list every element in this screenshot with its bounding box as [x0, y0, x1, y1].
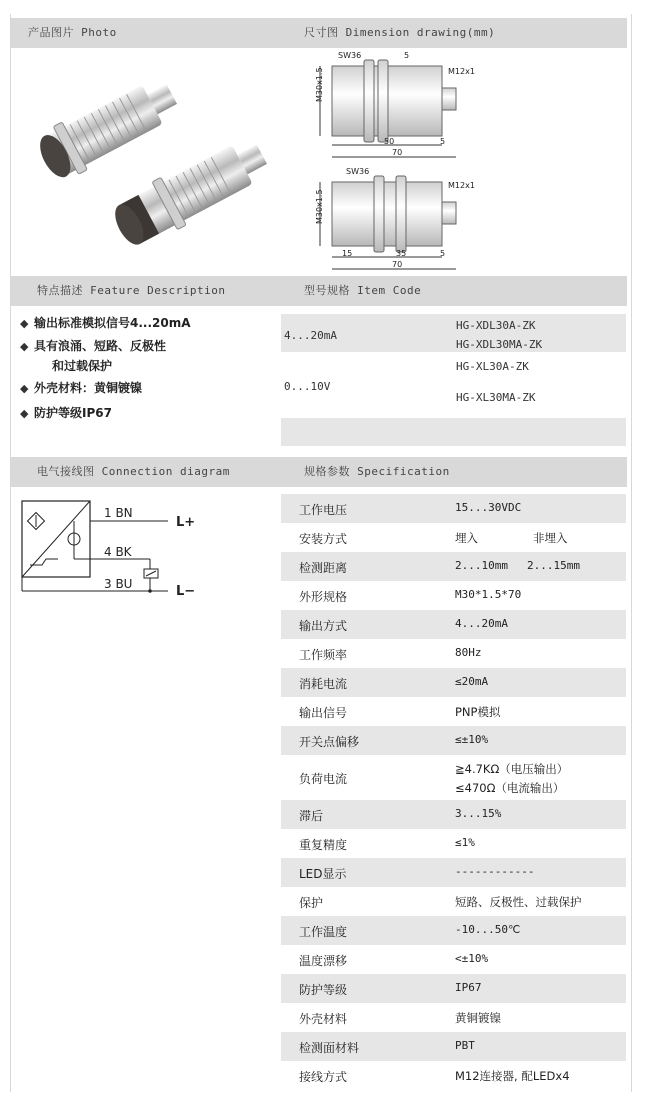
d1-d5b: 5	[440, 137, 446, 146]
spec-value-2: 非埋入	[533, 531, 568, 545]
spec-value: -10...50℃	[455, 923, 521, 936]
spec-value: ------------	[455, 865, 535, 878]
spec-label: 外壳材料	[299, 1012, 348, 1026]
spec-label: 温度漂移	[299, 954, 348, 968]
spec-label: 外形规格	[299, 590, 348, 604]
item-code-header: 型号规格 Item Code	[304, 284, 422, 297]
item-code-2a: HG-XL30A-ZK	[456, 360, 529, 373]
spec-row	[281, 755, 626, 800]
d1-sw: SW36	[338, 51, 362, 60]
d2-d5: 5	[440, 249, 446, 258]
spec-label: LED显示	[299, 867, 347, 881]
header-bar-feature	[11, 276, 627, 306]
spec-row	[281, 829, 626, 858]
dimension-drawings	[300, 50, 480, 275]
spec-label: 输出信号	[299, 706, 348, 720]
spec-value: ≤1%	[455, 836, 475, 849]
sensor-2	[107, 130, 275, 253]
spec-row	[281, 887, 626, 916]
spec-row	[281, 916, 626, 945]
item-output-1: 4...20mA	[284, 329, 337, 342]
spec-value-2: ≤470Ω（电流输出）	[455, 781, 565, 795]
spec-value: PNP模拟	[455, 705, 501, 719]
dimension-header: 尺寸图 Dimension drawing(mm)	[304, 26, 496, 39]
header-bar-photo	[11, 18, 627, 48]
spec-value: 15...30VDC	[455, 501, 522, 514]
spec-value: PBT	[455, 1039, 475, 1052]
spec-value: M12连接器, 配LEDx4	[455, 1069, 570, 1083]
spec-value: 2...10mm	[455, 559, 508, 572]
spec-row	[281, 945, 626, 974]
wiring-diagram	[20, 495, 220, 605]
terminal-minus: L−	[176, 584, 196, 599]
spec-row	[281, 1061, 626, 1090]
photo-header: 产品图片 Photo	[28, 26, 117, 39]
spec-value: ≤20mA	[455, 675, 489, 688]
d2-d35: 35	[396, 249, 407, 258]
spec-value: M30*1.5*70	[455, 588, 522, 601]
feature-item-cont: 和过载保护	[52, 359, 113, 373]
sensor-1	[32, 70, 184, 185]
spec-label: 负荷电流	[299, 772, 348, 786]
d2-d70: 70	[392, 260, 403, 269]
spec-value: IP67	[455, 981, 482, 994]
feature-item: ◆ 外壳材料：黄铜镀镍	[20, 381, 143, 395]
d2-d15: 15	[342, 249, 353, 258]
spec-row	[281, 552, 626, 581]
d2-sw: SW36	[346, 167, 370, 176]
drawing-flush	[315, 51, 475, 157]
spec-value: 黄铜镀镍	[455, 1011, 501, 1025]
spec-value: 4...20mA	[455, 617, 508, 630]
d1-connector: M12x1	[448, 67, 475, 76]
spec-value: 3...15%	[455, 807, 502, 820]
spec-value: <±10%	[455, 952, 489, 965]
spec-row	[281, 974, 626, 1003]
item-code-row-empty	[281, 418, 626, 446]
spec-value: 短路、反极性、过载保护	[455, 895, 582, 909]
d1-thread: M30x1.5	[315, 67, 324, 102]
spec-label: 工作频率	[299, 648, 348, 662]
spec-label: 工作电压	[299, 503, 348, 517]
spec-label: 接线方式	[299, 1070, 348, 1084]
item-output-2: 0...10V	[284, 380, 331, 393]
connection-header: 电气接线图 Connection diagram	[37, 465, 230, 478]
spec-label: 消耗电流	[299, 677, 348, 691]
spec-value: ≤±10%	[455, 733, 489, 746]
d1-d50: 50	[384, 137, 395, 146]
wire-bu: 3 BU	[104, 577, 133, 591]
product-photo	[12, 60, 277, 255]
wire-bn: 1 BN	[104, 506, 133, 520]
header-bar-connection	[11, 457, 627, 487]
spec-row	[281, 639, 626, 668]
item-code-2b: HG-XL30MA-ZK	[456, 391, 536, 404]
spec-value: 埋入	[455, 531, 478, 545]
feature-item: ◆ 输出标准模拟信号4...20mA	[20, 316, 191, 330]
spec-label: 防护等级	[299, 983, 348, 997]
spec-label: 检测面材料	[299, 1041, 360, 1055]
specification-header: 规格参数 Specification	[304, 465, 450, 478]
spec-row	[281, 726, 626, 755]
d1-d5: 5	[404, 51, 410, 60]
spec-value-2: 2...15mm	[527, 559, 580, 572]
drawing-nonflush	[315, 167, 475, 269]
feature-item: ◆ 具有浪涌、短路、反极性	[20, 339, 167, 353]
spec-label: 开关点偏移	[299, 735, 360, 749]
spec-label: 检测距离	[299, 561, 348, 575]
terminal-plus: L+	[176, 515, 196, 530]
spec-value: ≧4.7KΩ（电压输出）	[455, 762, 569, 776]
spec-label: 工作温度	[299, 925, 348, 939]
spec-row	[281, 1032, 626, 1061]
spec-label: 滞后	[299, 809, 324, 823]
spec-label: 输出方式	[299, 619, 348, 633]
feature-header: 特点描述 Feature Description	[37, 284, 226, 297]
spec-row	[281, 581, 626, 610]
d2-connector: M12x1	[448, 181, 475, 190]
spec-label: 安装方式	[299, 532, 348, 546]
spec-row	[281, 668, 626, 697]
spec-row	[281, 494, 626, 523]
spec-value: 80Hz	[455, 646, 482, 659]
d1-d70: 70	[392, 148, 403, 157]
d2-thread: M30x1.5	[315, 189, 324, 224]
wire-bk: 4 BK	[104, 545, 132, 559]
spec-row	[281, 858, 626, 887]
item-code-1b: HG-XDL30MA-ZK	[456, 338, 543, 351]
spec-row	[281, 523, 626, 552]
spec-row	[281, 1003, 626, 1032]
spec-row	[281, 800, 626, 829]
spec-label: 重复精度	[299, 838, 348, 852]
item-code-1a: HG-XDL30A-ZK	[456, 319, 536, 332]
spec-label: 保护	[299, 896, 324, 910]
spec-row	[281, 610, 626, 639]
feature-item: ◆ 防护等级IP67	[20, 406, 112, 420]
spec-row	[281, 697, 626, 726]
